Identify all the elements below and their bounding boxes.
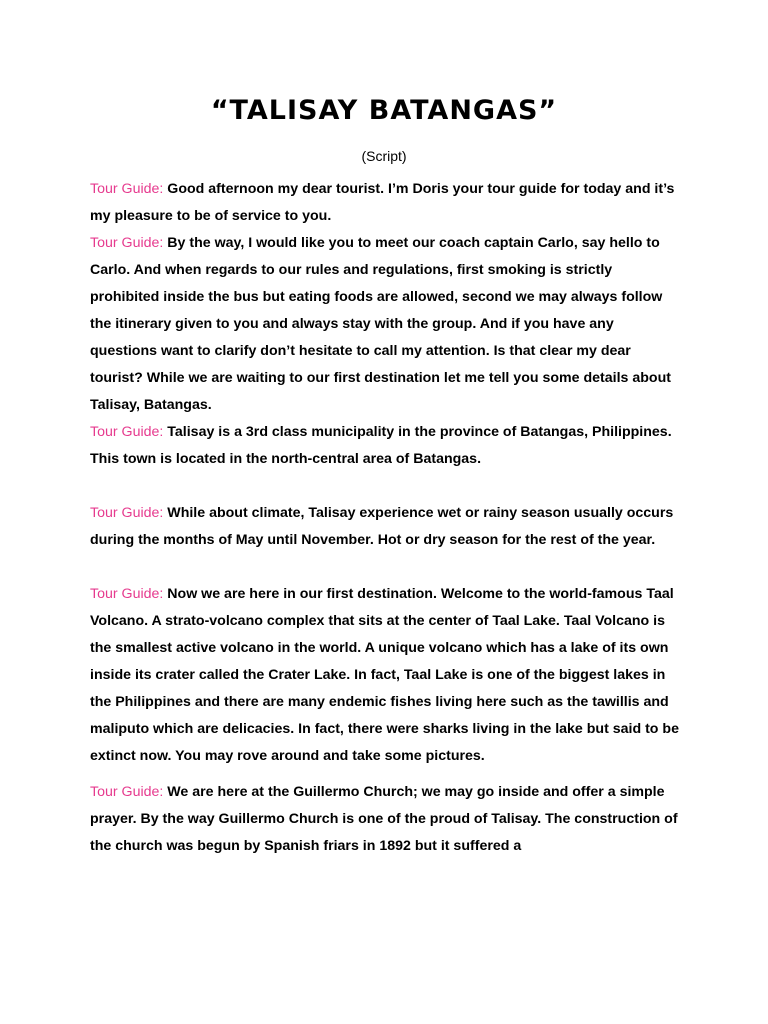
- paragraph-text: Now we are here in our first destination. Welcome to the world-famous Taal Volcano. A strato-volcano complex that sits at the center of Taal Lake. Taal Volcano is the smallest active volcano in the world. A unique volcano which has a lake of its own inside its crater called the Crater Lake. In fact, Taal Lake is one of the biggest lakes in the Philippines and there are many endemic fishes living here such as the tawillis and maliputo which are delicacies. In fact, there were sharks living in the lake but said to be extinct now. You may rove around and take some pictures.: [90, 586, 679, 764]
- script-paragraph: [90, 779, 680, 860]
- document-title: “TALISAY BATANGAS”: [210, 95, 558, 126]
- speaker-label: Tour Guide:: [90, 424, 164, 440]
- document-subtitle: (Script): [361, 148, 407, 164]
- script-paragraph: [90, 176, 680, 230]
- speaker-label: Tour Guide:: [90, 784, 164, 800]
- paragraph-text: Talisay is a 3rd class municipality in the province of Batangas, Philippines. This town is located in the north-central area of Batangas.: [90, 424, 672, 467]
- speaker-label: Tour Guide:: [90, 505, 164, 521]
- speaker-label: Tour Guide:: [90, 181, 164, 197]
- script-paragraph: [90, 500, 680, 554]
- paragraph-text: We are here at the Guillermo Church; we may go inside and offer a simple prayer. By the way Guillermo Church is one of the proud of Talisay. The construction of the church was begun by Spanish friars in 1892 but it suffered a: [90, 784, 678, 854]
- speaker-label: Tour Guide:: [90, 586, 164, 602]
- script-paragraph: [90, 419, 680, 473]
- paragraph-text: By the way, I would like you to meet our coach captain Carlo, say hello to Carlo. And when regards to our rules and regulations, first smoking is strictly prohibited inside the bus but eating foods are allowed, second we may always follow the itinerary given to you and always stay with the group. And if you have any questions want to clarify don’t hesitate to call my attention. Is that clear my dear tourist? While we are waiting to our first destination let me tell you some details about Talisay, Batangas.: [90, 235, 671, 413]
- script-paragraph: [90, 230, 680, 419]
- paragraph-text: Good afternoon my dear tourist. I’m Doris your tour guide for today and it’s my pleasure to be of service to you.: [90, 181, 675, 224]
- script-paragraph: [90, 581, 680, 770]
- paragraph-text: While about climate, Talisay experience wet or rainy season usually occurs during the months of May until November. Hot or dry season for the rest of the year.: [90, 505, 674, 548]
- speaker-label: Tour Guide:: [90, 235, 164, 251]
- script-body: [90, 176, 680, 860]
